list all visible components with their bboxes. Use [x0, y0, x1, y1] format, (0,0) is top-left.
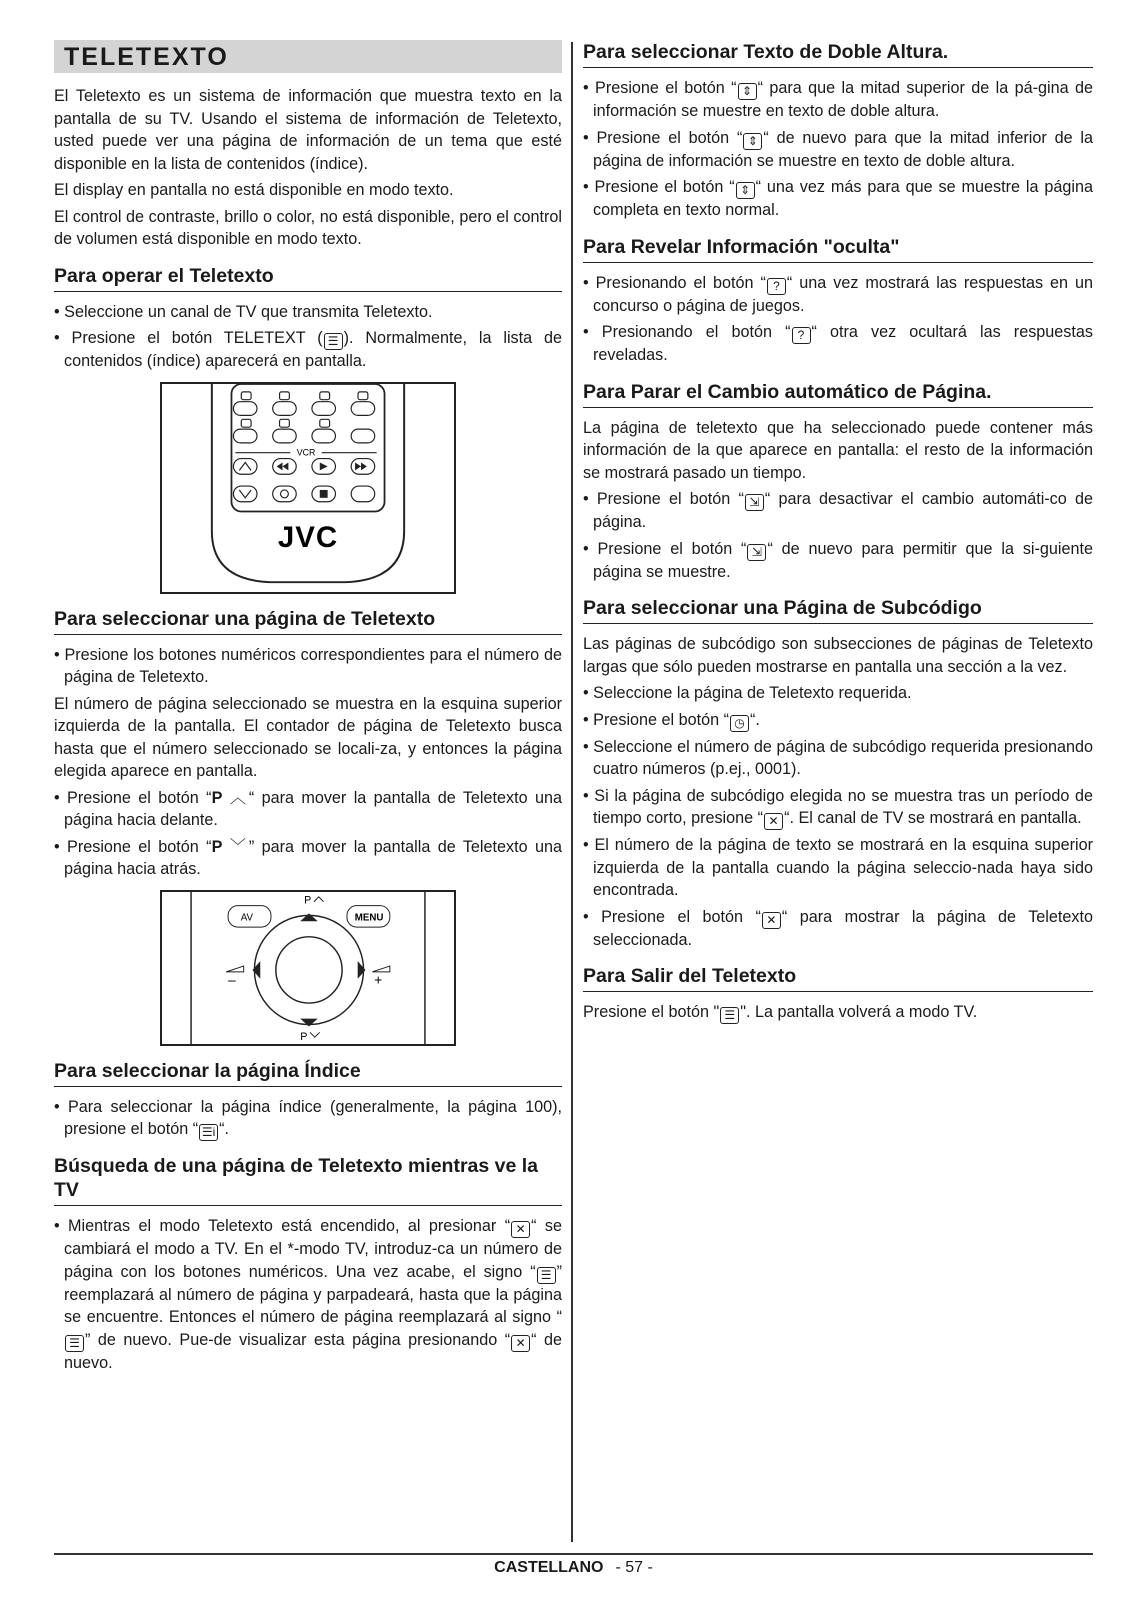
subcode-clock-icon: ◷	[730, 715, 749, 732]
svg-text:MENU: MENU	[354, 911, 384, 923]
busqueda-bullet-1: • Mientras el modo Teletexto está encendido, al presionar “ ✕ “ se cambiará el modo a TV. En el *-modo TV, introduz-ca un número de página con los botones numéricos. Una vez acabe, el signo “ ☰ ” reemplazará al número de página y parpadeará, hasta que la página se encuentre. Entonces el número de página reemplazará al signo “☰ ” de nuevo. Pue-de visualizar esta página presionando “ ✕ “ de nuevo.	[54, 1217, 562, 1372]
heading-doble-altura: Para seleccionar Texto de Doble Altura.	[583, 40, 1093, 68]
footer-language: CASTELLANO	[494, 1559, 604, 1576]
subcodigo-bullet-4: • Si la página de subcódigo elegida no se muestra tras un período de tiempo corto, presione “ ✕ “. El canal de TV se mostrará en pantalla.	[583, 786, 1093, 828]
cancel-icon: ✕	[764, 813, 783, 830]
column-divider	[571, 42, 573, 1542]
revelar-bullet-2: • Presionando el botón “ ? “ otra vez ocultará las respuestas reveladas.	[583, 323, 1093, 364]
intro-paragraph-1: El Teletexto es un sistema de información que muestra texto en la pantalla de su TV. Usando el sistema de información de Teletexto, usted puede ver una página de información de un tema que esté disponible en la lista de contenidos (índice).	[54, 87, 562, 173]
svg-text:P: P	[300, 1030, 308, 1043]
pagina-paragraph: El número de página seleccionado se muestra en la esquina superior izquierda de la pantalla. El contador de página de Teletexto busca hasta que el número seleccionado se locali-za, y entonces la página elegida aparece en pantalla.	[54, 694, 562, 780]
heading-indice: Para seleccionar la página Índice	[54, 1059, 562, 1087]
svg-text:AV: AV	[240, 911, 254, 923]
operar-bullet-2: • Presione el botón TELETEXT ( ☰ ). Normalmente, la lista de contenidos (índice) aparecerá en pantalla.	[54, 329, 562, 370]
heading-operar: Para operar el Teletexto	[54, 264, 562, 292]
subcodigo-bullet-3: • Seleccione el número de página de subcódigo requerida presionando cuatro números (p.ej., 0001).	[583, 737, 1093, 778]
teletext-icon: ☰	[537, 1267, 556, 1284]
operar-bullet-1: • Seleccione un canal de TV que transmita Teletexto.	[54, 302, 433, 321]
double-height-icon: ⇕	[736, 182, 755, 199]
subcodigo-paragraph: Las páginas de subcódigo son subsecciones de páginas de Teletexto largas que sólo pueden mostrarse en pantalla una sección a la vez.	[583, 635, 1093, 676]
page-number: - 57 -	[615, 1559, 653, 1576]
intro-paragraph-3: El control de contraste, brillo o color, no está disponible, pero el control de volumen está disponible en modo texto.	[54, 207, 562, 248]
revelar-bullet-1: • Presionando el botón “ ? “ una vez mostrará las respuestas en un concurso o página de juegos.	[583, 273, 1093, 315]
cancel-icon: ✕	[511, 1221, 530, 1238]
parar-bullet-2: • Presione el botón “ ⇲ “ de nuevo para permitir que la si-guiente página se muestre.	[583, 539, 1094, 581]
salir-paragraph: Presione el botón " ☰ ". La pantalla volverá a modo TV.	[583, 1003, 978, 1022]
page-title: TELETEXTO	[54, 40, 562, 73]
jvc-logo: JVC	[277, 520, 339, 554]
heading-salir: Para Salir del Teletexto	[583, 964, 1093, 992]
heading-parar: Para Parar el Cambio automático de Página.	[583, 380, 1093, 408]
index-icon: ☰i	[199, 1124, 218, 1141]
subcodigo-bullet-6: • Presione el botón “ ✕ “ para mostrar la página de Teletexto seleccionada.	[583, 907, 1093, 949]
cancel-icon: ✕	[762, 912, 781, 929]
teletext-icon: ☰	[324, 333, 343, 350]
footer-rule	[54, 1553, 1093, 1555]
double-height-icon: ⇕	[738, 83, 757, 100]
svg-text:VCR: VCR	[296, 447, 316, 458]
cancel-icon: ✕	[511, 1335, 530, 1352]
intro-paragraph-2: El display en pantalla no está disponible en modo texto.	[54, 181, 454, 199]
p-up-icon: P	[211, 788, 223, 807]
reveal-icon: ?	[792, 327, 811, 344]
doble-bullet-3: • Presione el botón “ ⇕ “ una vez más para que se muestre la página completa en texto normal.	[583, 178, 1093, 219]
pagina-bullet-1: • Presione los botones numéricos correspondientes para el número de página de Teletexto.	[54, 645, 562, 686]
heading-busqueda: Búsqueda de una página de Teletexto mientras ve la TV	[54, 1154, 562, 1206]
remote-control-illustration	[160, 382, 456, 594]
double-height-icon: ⇕	[743, 133, 762, 150]
pagina-bullet-2: • Presione el botón “P ︿“ para mover la pantalla de Teletexto una página hacia delante.	[54, 788, 563, 829]
teletext-icon: ☰	[720, 1007, 739, 1024]
hold-icon: ⇲	[745, 494, 764, 511]
heading-seleccionar-pagina: Para seleccionar una página de Teletexto	[54, 607, 562, 635]
page-footer	[54, 1559, 1093, 1577]
subcodigo-bullet-5: • El número de la página de texto se mostrará en la esquina superior izquierda de la pantalla cuando la página seleccio-nada haya sido encontrada.	[583, 836, 1093, 899]
svg-text:P: P	[304, 894, 312, 907]
subcodigo-bullet-1: • Seleccione la página de Teletexto requerida.	[583, 684, 912, 702]
svg-text:–: –	[228, 972, 236, 988]
heading-subcodigo: Para seleccionar una Página de Subcódigo	[583, 596, 1093, 624]
p-down-icon: P	[211, 837, 223, 856]
parar-paragraph: La página de teletexto que ha seleccionado puede contener más información de la que aparece en pantalla: el resto de la información se mostrará pasado un tiempo.	[583, 418, 1093, 482]
hold-icon: ⇲	[747, 544, 766, 561]
heading-revelar: Para Revelar Información "oculta"	[583, 235, 1093, 263]
reveal-icon: ?	[767, 278, 786, 295]
teletext-icon: ☰	[65, 1335, 84, 1352]
doble-bullet-1: • Presione el botón “ ⇕ “ para que la mitad superior de la pá-gina de información se muestre en texto de doble altura.	[583, 79, 1093, 120]
right-column	[583, 40, 1093, 1028]
left-column	[54, 40, 562, 1378]
svg-text:+: +	[374, 972, 383, 988]
doble-bullet-2: • Presione el botón “ ⇕ “ de nuevo para que la mitad inferior de la página de información se muestre en texto de doble altura.	[583, 128, 1094, 170]
pagina-bullet-3: • Presione el botón “P ﹀” para mover la pantalla de Teletexto una página hacia atrás.	[54, 837, 563, 878]
front-panel-illustration	[160, 890, 456, 1046]
parar-bullet-1: • Presione el botón “ ⇲ “ para desactivar el cambio automáti-co de página.	[583, 490, 1093, 531]
indice-bullet-1: • Para seleccionar la página índice (generalmente, la página 100), presione el botón “ ☰i “.	[54, 1097, 562, 1139]
subcodigo-bullet-2: • Presione el botón “ ◷ “.	[583, 710, 760, 730]
